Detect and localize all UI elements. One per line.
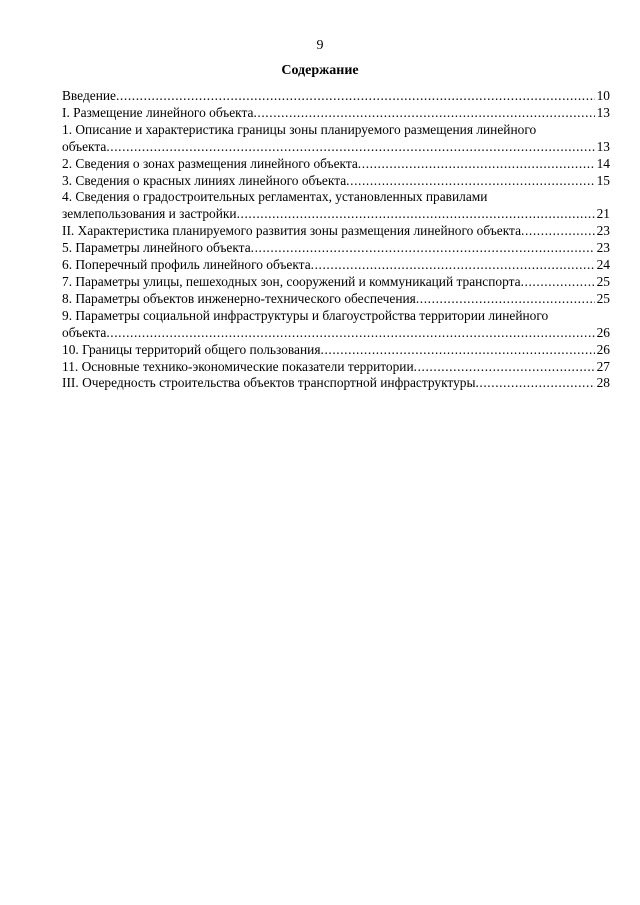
toc-page-number: 25	[596, 273, 610, 289]
toc-entry-text: 6. Поперечный профиль линейного объекта	[62, 257, 311, 273]
toc-page-number: 23	[596, 240, 610, 256]
toc-entry-text: 9. Параметры социальной инфраструктуры и благоустройства территории линейного	[62, 307, 549, 323]
toc-page-number: 24	[596, 257, 610, 273]
toc-entry-8[interactable]	[62, 291, 610, 308]
toc-entry-text: 5. Параметры линейного объекта	[62, 240, 251, 256]
toc-entry-introduction[interactable]	[62, 88, 610, 105]
table-of-contents	[62, 88, 610, 392]
toc-page-number: 10	[596, 88, 610, 103]
toc-entry-text: 1. Описание и характеристика границы зоны планируемого размещения линейного	[62, 121, 537, 137]
toc-entry-4[interactable]	[62, 189, 610, 223]
toc-entry-5[interactable]	[62, 240, 610, 257]
toc-entry-text: 3. Сведения о красных линиях линейного объекта	[62, 172, 347, 188]
toc-title: Содержание	[281, 63, 359, 78]
toc-leader-dots	[521, 223, 595, 240]
toc-entry-text: III. Очередность строительства объектов транспортной инфраструктуры	[62, 375, 476, 391]
toc-leader-dots	[521, 274, 595, 291]
toc-leader-dots	[346, 173, 594, 190]
toc-entry-section-3[interactable]	[62, 375, 610, 392]
toc-entry-text: 10. Границы территорий общего пользования	[62, 341, 321, 357]
toc-entry-text-continued: объекта	[62, 138, 107, 154]
toc-entry-text: 8. Параметры объектов инженерно-технического обеспечения	[62, 290, 416, 306]
toc-entry-2[interactable]	[62, 156, 610, 173]
toc-page-number: 15	[596, 172, 610, 188]
toc-page-number: 14	[596, 155, 610, 171]
toc-entry-text-continued: землепользования и застройки	[62, 206, 237, 222]
toc-page-number: 26	[596, 324, 610, 340]
page-number: 9	[316, 38, 324, 53]
toc-entry-text: 4. Сведения о градостроительных регламентах, установленных правилами	[62, 189, 488, 205]
toc-entry-6[interactable]	[62, 257, 610, 274]
toc-entry-7[interactable]	[62, 274, 610, 291]
toc-page-number: 25	[596, 290, 610, 306]
toc-leader-dots	[414, 359, 595, 376]
toc-leader-dots	[106, 139, 594, 156]
toc-entry-text: II. Характеристика планируемого развития зоны размещения линейного объекта	[62, 223, 522, 239]
toc-leader-dots	[321, 342, 595, 359]
toc-page-number: 27	[596, 358, 610, 374]
toc-leader-dots	[416, 291, 595, 308]
toc-leader-dots	[253, 105, 594, 122]
toc-entry-text: Введение	[62, 88, 116, 103]
toc-entry-text: 11. Основные технико-экономические показатели территории	[62, 358, 414, 374]
toc-leader-dots	[116, 88, 595, 105]
toc-page-number: 13	[596, 104, 610, 120]
toc-entry-11[interactable]	[62, 359, 610, 376]
toc-entry-3[interactable]	[62, 173, 610, 190]
toc-entry-section-2[interactable]	[62, 223, 610, 240]
toc-entry-text: 2. Сведения о зонах размещения линейного объекта	[62, 155, 358, 171]
toc-entry-9[interactable]	[62, 308, 610, 342]
toc-entry-section-1[interactable]	[62, 105, 610, 122]
toc-leader-dots	[358, 156, 595, 173]
toc-entry-text-continued: объекта	[62, 324, 107, 340]
toc-leader-dots	[251, 240, 595, 257]
toc-leader-dots	[237, 206, 595, 223]
toc-entry-text: I. Размещение линейного объекта	[62, 104, 254, 120]
toc-leader-dots	[475, 375, 594, 392]
toc-page-number: 26	[596, 341, 610, 357]
toc-page-number: 13	[596, 138, 610, 154]
toc-page-number: 23	[596, 223, 610, 239]
toc-leader-dots	[106, 325, 594, 342]
toc-entry-10[interactable]	[62, 342, 610, 359]
toc-page-number: 21	[596, 206, 610, 222]
toc-entry-text: 7. Параметры улицы, пешеходных зон, сооружений и коммуникаций транспорта	[62, 273, 521, 289]
toc-page-number: 28	[596, 375, 610, 391]
toc-leader-dots	[311, 257, 595, 274]
toc-entry-1[interactable]	[62, 122, 610, 156]
